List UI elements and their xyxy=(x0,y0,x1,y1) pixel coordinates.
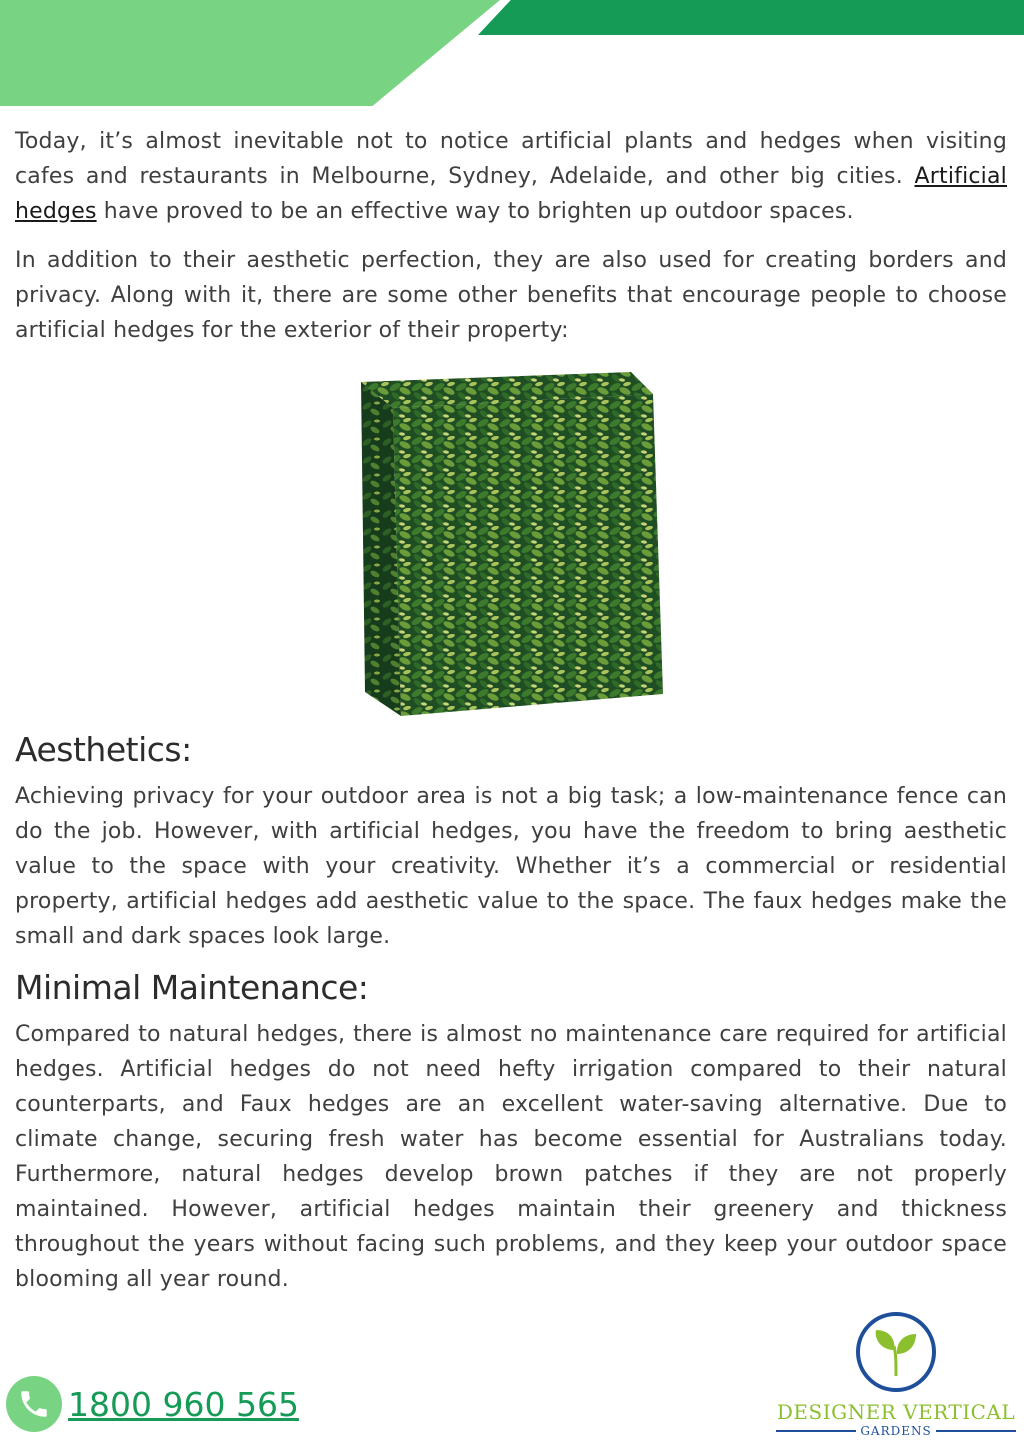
company-logo xyxy=(776,1310,1016,1444)
hedge-front xyxy=(393,394,663,716)
header-banner-light xyxy=(0,0,500,106)
footer-phone[interactable] xyxy=(6,1375,299,1433)
section-heading-maintenance: Minimal Maintenance: xyxy=(15,968,369,1007)
section-body-maintenance: Compared to natural hedges, there is almost no maintenance care required for artificial hedges. Artificial hedges do not need hefty irrigation compared to their natural counterparts, and Faux hedges are an excellent water-saving alternative. Due to climate change, securing fresh water has become essential for Australians today. Furthermore, natural hedges develop brown patches if they are not properly maintained. However, artificial hedges maintain their greenery and thickness throughout the years without facing such problems, and they keep your outdoor space blooming all year round. xyxy=(15,1022,1007,1292)
artificial-hedges-link[interactable]: Artificial hedges xyxy=(15,164,1007,224)
section-heading-aesthetics: Aesthetics: xyxy=(15,730,192,769)
hedge-image xyxy=(301,364,681,724)
leaf-logo-icon xyxy=(854,1310,938,1394)
logo-subtitle: GARDENS xyxy=(776,1424,1016,1438)
hedge-illustration xyxy=(301,364,681,724)
logo-title: DESIGNER VERTICAL xyxy=(776,1400,1016,1424)
header-banner-dark xyxy=(478,0,1024,35)
article-content xyxy=(15,124,1007,1311)
section-body-aesthetics: Achieving privacy for your outdoor area is not a big task; a low-maintenance fence can do the job. However, with artificial hedges, you have the freedom to bring aesthetic value to the space with your creativity. Whether it’s a commercial or residential property, artificial hedges add aesthetic value to the space. The faux hedges make the small and dark spaces look large. xyxy=(15,784,1007,949)
intro-paragraph-2: In addition to their aesthetic perfection, they are also used for creating borders and privacy. Along with it, there are some other benefits that encourage people to choose artificial hedges for the exterior of their property: xyxy=(15,248,1007,343)
phone-number-link[interactable]: 1800 960 565 xyxy=(68,1384,299,1424)
intro-paragraph-1: Today, it’s almost inevitable not to notice artificial plants and hedges when visiting cafes and restaurants in Melbourne, Sydney, Adelaide, and other big cities. Artificial hedges have proved to be an effective way to brighten up outdoor spaces. xyxy=(15,129,1007,224)
phone-icon[interactable] xyxy=(6,1376,62,1432)
